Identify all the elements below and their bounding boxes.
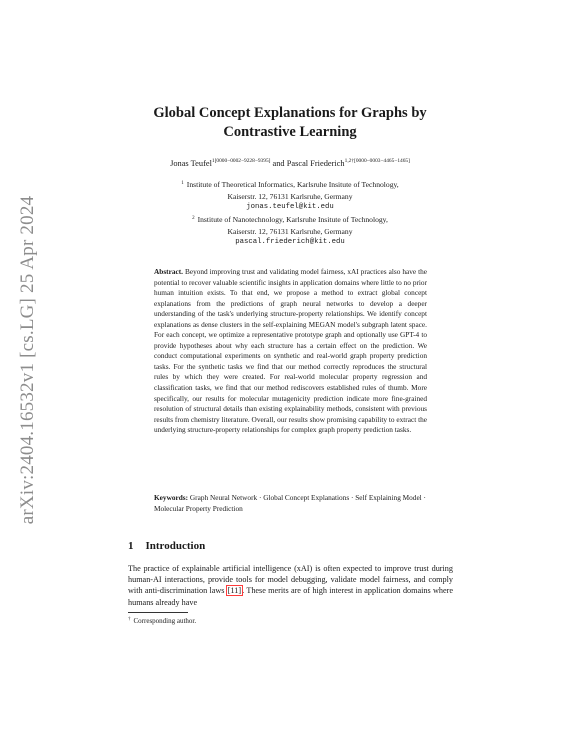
author-list <box>100 155 480 170</box>
author-1-sup: 1[0000−0002−9228−9395] <box>211 158 271 164</box>
abstract <box>154 267 427 436</box>
paper-title <box>100 104 480 142</box>
affil-2-line-2: Kaiserstr. 12, 76131 Karlsruhe, Germany <box>227 226 353 236</box>
footnote-text: Corresponding author. <box>133 617 197 625</box>
section-title: Introduction <box>145 540 206 552</box>
arxiv-id-text: arXiv:2404.16532v1 [cs.LG] 25 Apr 2024 <box>17 195 38 525</box>
abstract-text: Beyond improving trust and validating model fairness, xAI practices also have the potential to recover valuable scientific insights in application domains where little to no prior human intuition exists. To that end, we propose a method to extract global concept explanations from the predictions of graph neural networks to develop a deeper understanding of the task's underlying structure-property relationships. We identify concept explanations as dense clusters in the self-explaining MEGAN model's subgraph latent space. For each concept, we optimize a representative prototype graph and optionally use GPT-4 to provide hypotheses about why each structure has a certain effect on the prediction. We conduct computational experiments on synthetic and real-world graph property prediction tasks. For the synthetic tasks we find that our method correctly reproduces the structural rules by which they were created. For real-world molecular property regression and classification tasks, we find that our method rediscovers established rules of thumb. More specifically, our results for molecular mutagenicity prediction indicate more fine-grained resolution of structural details than existing explainability methods, consistent with previous results from chemistry literature. Overall, our results show promising capability to extract the underlying structure-property relationships for complex graph property prediction tasks. <box>154 267 427 435</box>
footnote <box>128 615 196 626</box>
abstract-label: Abstract. <box>154 267 183 276</box>
affiliation-2 <box>100 213 480 249</box>
affil-1-email[interactable]: jonas.teufel@kit.edu <box>246 203 334 212</box>
author-1-name: Jonas Teufel <box>170 159 212 168</box>
affil-1-line-1: Institute of Theoretical Informatics, Karlsruhe Insitute of Technology, <box>186 180 399 189</box>
keywords-text: Graph Neural Network · Global Concept Explanations · Self Explaining Model · Molecular Property Prediction <box>154 493 426 513</box>
citation-link[interactable]: [11] <box>227 586 242 596</box>
affil-1-number: 1 <box>181 181 184 186</box>
intro-text-continued: . These merits are of high interest in application domains where humans already have <box>128 586 454 607</box>
author-2-name: Pascal Friederich <box>286 159 345 168</box>
affil-2-email[interactable]: pascal.friederich@kit.edu <box>235 238 345 247</box>
section-heading-introduction <box>128 540 205 552</box>
keywords <box>154 493 427 514</box>
footnote-rule <box>128 612 188 613</box>
affil-2-line-1: Institute of Nanotechnology, Karlsruhe Insitute of Technology, <box>197 215 388 224</box>
introduction-paragraph <box>128 563 453 608</box>
author-and: and <box>272 159 285 168</box>
footnote-mark: † <box>128 617 131 622</box>
arxiv-sidebar-stamp <box>8 190 48 530</box>
title-line-2: Contrastive Learning <box>223 124 357 140</box>
affil-1-line-2: Kaiserstr. 12, 76131 Karlsruhe, Germany <box>227 191 353 201</box>
section-number: 1 <box>128 540 134 552</box>
intro-text: The practice of explainable artificial intelligence (xAI) is often expected to improve trust during human-AI interactions, provide tools for model debugging, validate model fairness, and comply with anti-discrimination laws <box>128 564 453 596</box>
keywords-label: Keywords: <box>154 493 189 502</box>
affil-2-number: 2 <box>192 216 195 221</box>
title-line-1: Global Concept Explanations for Graphs by <box>153 105 427 121</box>
affiliation-1 <box>100 178 480 214</box>
author-2-sup: 1,2†[0000−0003−4465−1465] <box>344 158 410 164</box>
